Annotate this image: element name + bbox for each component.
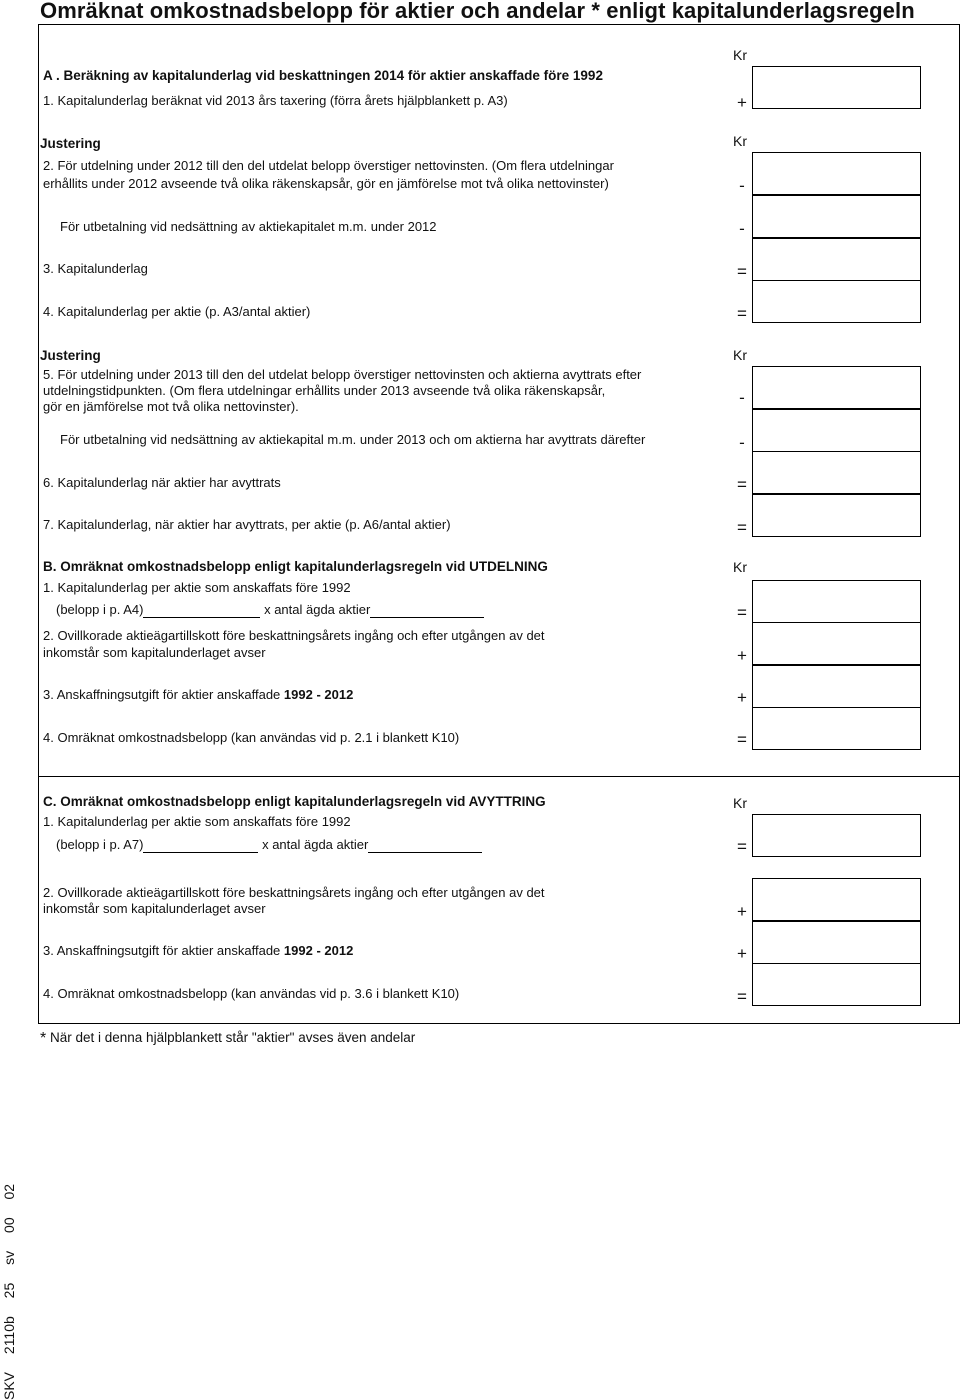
row-a7-input[interactable] [752,494,921,537]
row-b4-symbol: = [737,730,747,749]
row-c1-calc [56,837,482,853]
row-a2-label-line1: 2. För utdelning under 2012 till den del utdelat belopp överstiger nettovinsten. (Om flera utdelningar [43,158,614,173]
row-a7-symbol: = [737,518,747,537]
row-a5b-label: För utbetalning vid nedsättning av aktiekapital m.m. under 2013 och om aktierna har avyttrats därefter [60,432,646,447]
section-b-heading: B. Omräknat omkostnadsbelopp enligt kapitalunderlagsregeln vid UTDELNING [43,559,548,574]
row-b2-input[interactable] [752,622,921,665]
row-b1-calc [56,602,484,618]
row-a3-label: 3. Kapitalunderlag [43,261,148,276]
currency-label-a5: Kr [733,347,747,363]
row-c1-symbol: = [737,837,747,856]
currency-label-c: Kr [733,795,747,811]
row-b2-label-line2: inkomstår som kapitalunderlaget avser [43,645,266,660]
row-b3-symbol: + [737,688,747,707]
row-b1-count-label: x antal ägda aktier [264,602,371,617]
currency-label-a: Kr [733,47,747,63]
row-a2b-input[interactable] [752,195,921,238]
adjustment-heading-2: Justering [40,348,101,363]
row-a4-label: 4. Kapitalunderlag per aktie (p. A3/antal aktier) [43,304,311,319]
row-b1-label: 1. Kapitalunderlag per aktie som anskaffats före 1992 [43,580,351,595]
row-b2-symbol: + [737,646,747,665]
row-c1-amount-label: (belopp i p. A7) [56,837,144,852]
page-title: Omräknat omkostnadsbelopp för aktier och andelar * enligt kapitalunderlagsregeln [40,0,915,23]
row-a1-input[interactable] [752,66,921,109]
row-b1-count-blank[interactable] [370,604,484,618]
row-b1-amount-blank[interactable] [143,604,260,618]
row-a5-label-line1: 5. För utdelning under 2013 till den del utdelat belopp överstiger nettovinsten och aktierna avyttrats efter [43,367,642,382]
row-a3-input[interactable] [752,238,921,281]
row-b4-input[interactable] [752,707,921,750]
row-b3-text: 3. Anskaffningsutgift för aktier anskaffade [43,687,281,702]
section-c-top-rule [38,776,960,777]
row-c1-input[interactable] [752,814,921,857]
row-a2b-symbol: - [739,219,745,238]
row-c3-years: 1992 - 2012 [283,943,354,958]
row-c2-input[interactable] [752,878,921,921]
row-a7-label: 7. Kapitalunderlag, när aktier har avyttrats, per aktie (p. A6/antal aktier) [43,517,451,532]
row-c2-symbol: + [737,902,747,921]
row-c2-label-line1: 2. Ovillkorade aktieägartillskott före beskattningsårets ingång och efter utgången av det [43,885,545,900]
adjustment-heading-1: Justering [40,136,101,151]
row-a4-input[interactable] [752,280,921,323]
row-c1-count-label: x antal ägda aktier [262,837,369,852]
row-a2-symbol: - [739,176,745,195]
row-c3-input[interactable] [752,921,921,964]
row-c1-amount-blank[interactable] [143,839,258,853]
row-a2b-label: För utbetalning vid nedsättning av aktiekapitalet m.m. under 2012 [60,219,437,234]
row-c2-label-line2: inkomstår som kapitalunderlaget avser [43,901,266,916]
row-b4-label: 4. Omräknat omkostnadsbelopp (kan användas vid p. 2.1 i blankett K10) [43,730,460,745]
row-b3-input[interactable] [752,665,921,708]
row-c3-symbol: + [737,944,747,963]
row-c4-label: 4. Omräknat omkostnadsbelopp (kan användas vid p. 3.6 i blankett K10) [43,986,460,1001]
row-c1-count-blank[interactable] [368,839,482,853]
row-a5-label-line2: utdelningstidpunkten. (Om flera utdelningar erhållits under 2013 avseende två olika räkenskapsår, [43,383,606,398]
row-a3-symbol: = [737,262,747,281]
footnote-text: När det i denna hjälpblankett står "aktier" avses även andelar [50,1030,416,1045]
footnote [40,1030,415,1048]
row-a6-label: 6. Kapitalunderlag när aktier har avyttrats [43,475,281,490]
currency-label-a2: Kr [733,133,747,149]
row-a6-symbol: = [737,475,747,494]
row-b1-symbol: = [737,603,747,622]
row-a5-label-line3: gör en jämförelse mot två olika nettovinster). [43,399,299,414]
row-c3-label [43,943,353,959]
row-a5-input[interactable] [752,366,921,409]
row-c1-label: 1. Kapitalunderlag per aktie som anskaffats före 1992 [43,814,351,829]
row-c4-input[interactable] [752,963,921,1006]
section-c-heading: C. Omräknat omkostnadsbelopp enligt kapitalunderlagsregeln vid AVYTTRING [43,794,546,809]
row-a5b-symbol: - [739,433,745,452]
row-b1-input[interactable] [752,580,921,623]
row-a1-symbol: + [737,93,747,112]
row-a6-input[interactable] [752,451,921,494]
row-a5b-input[interactable] [752,409,921,452]
row-b2-label-line1: 2. Ovillkorade aktieägartillskott före beskattningsårets ingång och efter utgången av det [43,628,545,643]
row-b1-amount-label: (belopp i p. A4) [56,602,144,617]
form-id: SKV 2110b 25 sv 00 02 [1,1183,17,1400]
section-a-heading: A . Beräkning av kapitalunderlag vid beskattningen 2014 för aktier anskaffade före 1992 [43,68,603,83]
row-a2-label-line2: erhållits under 2012 avseende två olika räkenskapsår, gör en jämförelse mot två olika nettovinster) [43,176,609,191]
row-c3-text: 3. Anskaffningsutgift för aktier anskaffade [43,943,281,958]
footnote-star: * [40,1030,47,1047]
row-a5-symbol: - [739,388,745,407]
row-a1-label: 1. Kapitalunderlag beräknat vid 2013 års taxering (förra årets hjälpblankett p. A3) [43,93,508,108]
row-b3-label [43,687,353,703]
row-b3-years: 1992 - 2012 [283,687,354,702]
row-c4-symbol: = [737,987,747,1006]
currency-label-b: Kr [733,559,747,575]
row-a2-input[interactable] [752,152,921,195]
row-a4-symbol: = [737,304,747,323]
